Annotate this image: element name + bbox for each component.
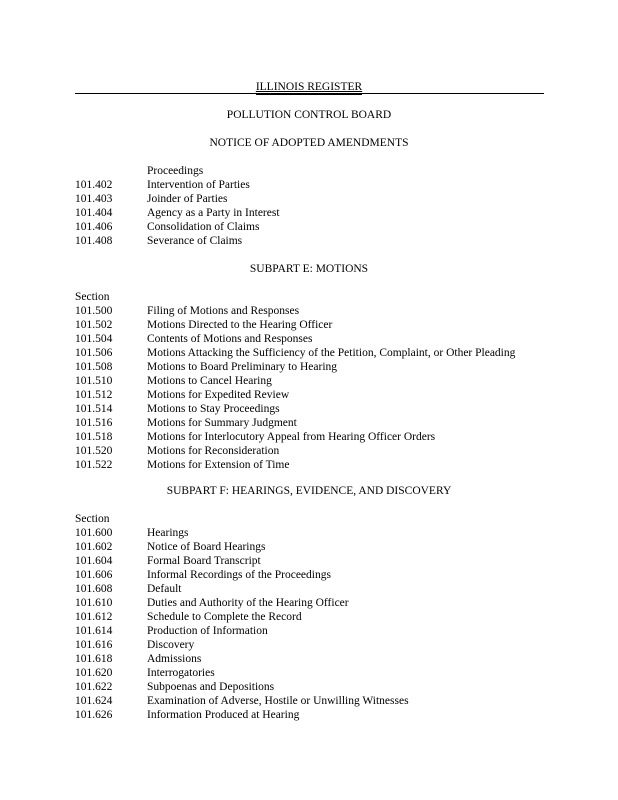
section-row <box>75 220 575 234</box>
section-row <box>75 318 575 332</box>
subpart-e-section-label-row <box>75 290 575 304</box>
section-number: 101.606 <box>75 569 113 581</box>
subpart-e-section-label: Section <box>75 291 110 303</box>
notice-title: NOTICE OF ADOPTED AMENDMENTS <box>209 137 409 149</box>
section-number: 101.522 <box>75 459 113 471</box>
section-row <box>75 554 575 568</box>
section-title: Formal Board Transcript <box>147 555 261 567</box>
section-row <box>75 444 575 458</box>
section-title: Motions for Expedited Review <box>147 389 290 401</box>
section-number: 101.506 <box>75 347 113 359</box>
section-number: 101.612 <box>75 611 113 623</box>
section-title: Motions Directed to the Hearing Officer <box>147 319 333 331</box>
section-number: 101.618 <box>75 653 113 665</box>
section-title: Duties and Authority of the Hearing Officer <box>147 597 349 609</box>
register-title-text: ILLINOIS REGISTER <box>255 81 363 93</box>
section-row <box>75 304 575 318</box>
subpart-e-title: SUBPART E: MOTIONS <box>249 263 369 275</box>
section-number: 101.402 <box>75 179 113 191</box>
section-row <box>75 540 575 554</box>
section-row <box>75 374 575 388</box>
section-number: 101.626 <box>75 709 113 721</box>
section-row <box>75 206 575 220</box>
section-title: Default <box>147 583 182 595</box>
section-number: 101.514 <box>75 403 113 415</box>
section-title: Information Produced at Hearing <box>147 709 300 721</box>
section-row <box>75 526 575 540</box>
section-row <box>75 234 575 248</box>
section-title: Informal Recordings of the Proceedings <box>147 569 331 581</box>
section-number: 101.624 <box>75 695 113 707</box>
section-title: Severance of Claims <box>147 235 243 247</box>
section-row <box>75 666 575 680</box>
section-row <box>75 624 575 638</box>
section-title: Hearings <box>147 527 189 539</box>
section-number: 101.610 <box>75 597 113 609</box>
section-row <box>75 568 575 582</box>
section-title: Joinder of Parties <box>147 193 228 205</box>
section-row <box>75 402 575 416</box>
section-title: Motions to Board Preliminary to Hearing <box>147 361 338 373</box>
section-title: Motions for Reconsideration <box>147 445 280 457</box>
subpart-d-heading-row <box>75 164 575 178</box>
subpart-d-section-list <box>75 178 575 248</box>
section-row <box>75 708 575 722</box>
section-title: Motions for Interlocutory Appeal from Hearing Officer Orders <box>147 431 436 443</box>
section-title: Consolidation of Claims <box>147 221 260 233</box>
section-title: Agency as a Party in Interest <box>147 207 280 219</box>
section-title: Motions for Summary Judgment <box>147 417 297 429</box>
section-number: 101.500 <box>75 305 113 317</box>
section-row <box>75 458 575 472</box>
section-title: Contents of Motions and Responses <box>147 333 313 345</box>
section-number: 101.406 <box>75 221 113 233</box>
section-number: 101.620 <box>75 667 113 679</box>
section-number: 101.604 <box>75 555 113 567</box>
section-number: 101.403 <box>75 193 113 205</box>
section-title: Filing of Motions and Responses <box>147 305 300 317</box>
section-title: Motions for Extension of Time <box>147 459 290 471</box>
section-row <box>75 652 575 666</box>
section-row <box>75 416 575 430</box>
section-row <box>75 360 575 374</box>
section-row <box>75 610 575 624</box>
section-title: Notice of Board Hearings <box>147 541 266 553</box>
section-title: Motions to Stay Proceedings <box>147 403 280 415</box>
subpart-d-heading: Proceedings <box>147 165 204 177</box>
agency-name: POLLUTION CONTROL BOARD <box>226 109 392 121</box>
section-number: 101.508 <box>75 361 113 373</box>
section-number: 101.520 <box>75 445 113 457</box>
subpart-f-block <box>75 512 575 722</box>
section-row <box>75 638 575 652</box>
section-number: 101.602 <box>75 541 113 553</box>
section-number: 101.404 <box>75 207 113 219</box>
section-title: Intervention of Parties <box>147 179 250 191</box>
section-number: 101.510 <box>75 375 113 387</box>
section-title: Interrogatories <box>147 667 215 679</box>
subpart-f-section-label-row <box>75 512 575 526</box>
section-number: 101.616 <box>75 639 113 651</box>
section-row <box>75 680 575 694</box>
section-number: 101.504 <box>75 333 113 345</box>
section-row <box>75 582 575 596</box>
subpart-f-section-list <box>75 526 575 722</box>
section-title: Production of Information <box>147 625 268 637</box>
subpart-e-section-list <box>75 304 575 472</box>
section-row <box>75 694 575 708</box>
section-number: 101.608 <box>75 583 113 595</box>
section-number: 101.614 <box>75 625 113 637</box>
section-row <box>75 178 575 192</box>
subpart-f-title: SUBPART F: HEARINGS, EVIDENCE, AND DISCOVERY <box>166 485 452 497</box>
section-number: 101.600 <box>75 527 113 539</box>
section-title: Schedule to Complete the Record <box>147 611 302 623</box>
section-row <box>75 192 575 206</box>
section-row <box>75 388 575 402</box>
section-title: Motions Attacking the Sufficiency of the Petition, Complaint, or Other Pleading <box>147 347 516 359</box>
subpart-e-block <box>75 290 575 472</box>
section-title: Subpoenas and Depositions <box>147 681 275 693</box>
section-title: Admissions <box>147 653 202 665</box>
section-title: Motions to Cancel Hearing <box>147 375 272 387</box>
section-row <box>75 346 575 360</box>
section-number: 101.512 <box>75 389 113 401</box>
section-number: 101.502 <box>75 319 113 331</box>
section-number: 101.518 <box>75 431 113 443</box>
subpart-f-section-label: Section <box>75 513 110 525</box>
section-row <box>75 430 575 444</box>
section-number: 101.408 <box>75 235 113 247</box>
section-number: 101.516 <box>75 417 113 429</box>
subpart-d-tail <box>75 164 575 248</box>
header-rule <box>75 93 544 94</box>
section-title: Examination of Adverse, Hostile or Unwilling Witnesses <box>147 695 409 707</box>
section-row <box>75 596 575 610</box>
section-title: Discovery <box>147 639 195 651</box>
section-number: 101.622 <box>75 681 113 693</box>
section-row <box>75 332 575 346</box>
